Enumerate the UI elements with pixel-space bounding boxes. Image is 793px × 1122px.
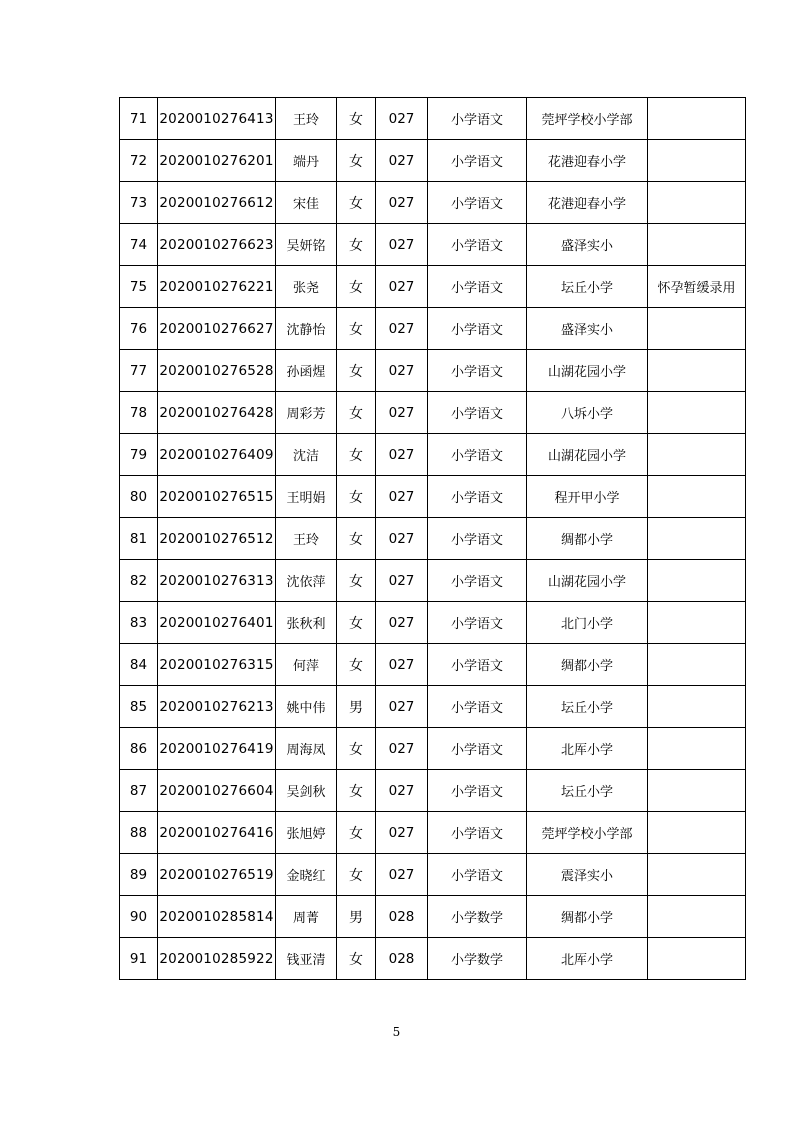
gender-cell: 女 [337,602,376,644]
exam-id-cell: 2020010276213 [158,686,276,728]
note-cell [648,140,746,182]
exam-id-cell: 2020010276413 [158,98,276,140]
note-cell [648,518,746,560]
gender-cell: 女 [337,98,376,140]
subject-cell: 小学语文 [428,350,527,392]
note-cell [648,224,746,266]
table-row [120,938,746,980]
table-row [120,560,746,602]
row-number-cell: 72 [120,140,158,182]
position-code-cell: 027 [376,728,428,770]
gender-cell: 女 [337,434,376,476]
person-name-cell: 沈洁 [276,434,337,476]
note-cell [648,644,746,686]
row-number-cell: 79 [120,434,158,476]
exam-id-cell: 2020010276519 [158,854,276,896]
school-cell: 山湖花园小学 [527,350,648,392]
table-row [120,98,746,140]
position-code-cell: 027 [376,392,428,434]
position-code-cell: 027 [376,434,428,476]
position-code-cell: 027 [376,854,428,896]
person-name-cell: 周海凤 [276,728,337,770]
person-name-cell: 孙函煋 [276,350,337,392]
note-cell: 怀孕暂缓录用 [648,266,746,308]
note-cell [648,182,746,224]
school-cell: 震泽实小 [527,854,648,896]
person-name-cell: 宋佳 [276,182,337,224]
table-row [120,392,746,434]
gender-cell: 女 [337,476,376,518]
row-number-cell: 85 [120,686,158,728]
subject-cell: 小学语文 [428,98,527,140]
person-name-cell: 钱亚清 [276,938,337,980]
subject-cell: 小学语文 [428,560,527,602]
table-row [120,728,746,770]
row-number-cell: 86 [120,728,158,770]
exam-id-cell: 2020010276419 [158,728,276,770]
gender-cell: 男 [337,686,376,728]
table-row [120,308,746,350]
subject-cell: 小学语文 [428,392,527,434]
exam-id-cell: 2020010276428 [158,392,276,434]
school-cell: 山湖花园小学 [527,560,648,602]
position-code-cell: 027 [376,140,428,182]
subject-cell: 小学语文 [428,224,527,266]
gender-cell: 女 [337,728,376,770]
table-row [120,476,746,518]
position-code-cell: 027 [376,770,428,812]
position-code-cell: 027 [376,686,428,728]
note-cell [648,476,746,518]
subject-cell: 小学数学 [428,896,527,938]
note-cell [648,350,746,392]
position-code-cell: 027 [376,182,428,224]
person-name-cell: 张秋利 [276,602,337,644]
position-code-cell: 027 [376,350,428,392]
table-row [120,602,746,644]
exam-id-cell: 2020010276315 [158,644,276,686]
school-cell: 程开甲小学 [527,476,648,518]
note-cell [648,308,746,350]
subject-cell: 小学语文 [428,770,527,812]
position-code-cell: 027 [376,308,428,350]
table-row [120,434,746,476]
row-number-cell: 74 [120,224,158,266]
subject-cell: 小学语文 [428,518,527,560]
person-name-cell: 张尧 [276,266,337,308]
table-row [120,182,746,224]
person-name-cell: 端丹 [276,140,337,182]
school-cell: 绸都小学 [527,518,648,560]
gender-cell: 女 [337,854,376,896]
school-cell: 八坼小学 [527,392,648,434]
subject-cell: 小学语文 [428,602,527,644]
table-row [120,644,746,686]
position-code-cell: 027 [376,518,428,560]
row-number-cell: 84 [120,644,158,686]
exam-id-cell: 2020010285922 [158,938,276,980]
school-cell: 花港迎春小学 [527,182,648,224]
position-code-cell: 028 [376,896,428,938]
person-name-cell: 王玲 [276,518,337,560]
table-row [120,686,746,728]
table-row [120,266,746,308]
position-code-cell: 027 [376,560,428,602]
exam-id-cell: 2020010276401 [158,602,276,644]
gender-cell: 女 [337,350,376,392]
table-row [120,350,746,392]
school-cell: 莞坪学校小学部 [527,98,648,140]
roster-table [119,97,746,980]
table-row [120,770,746,812]
table-row [120,140,746,182]
exam-id-cell: 2020010276627 [158,308,276,350]
note-cell [648,602,746,644]
row-number-cell: 81 [120,518,158,560]
note-cell [648,728,746,770]
position-code-cell: 027 [376,644,428,686]
person-name-cell: 王玲 [276,98,337,140]
school-cell: 山湖花园小学 [527,434,648,476]
page-number: 5 [392,1025,401,1039]
school-cell: 坛丘小学 [527,686,648,728]
school-cell: 绸都小学 [527,896,648,938]
gender-cell: 女 [337,518,376,560]
row-number-cell: 73 [120,182,158,224]
gender-cell: 女 [337,938,376,980]
subject-cell: 小学语文 [428,476,527,518]
person-name-cell: 何萍 [276,644,337,686]
subject-cell: 小学语文 [428,728,527,770]
subject-cell: 小学语文 [428,140,527,182]
subject-cell: 小学语文 [428,266,527,308]
exam-id-cell: 2020010276221 [158,266,276,308]
table-row [120,224,746,266]
person-name-cell: 吴妍铭 [276,224,337,266]
table-row [120,854,746,896]
row-number-cell: 91 [120,938,158,980]
position-code-cell: 027 [376,266,428,308]
table-row [120,812,746,854]
gender-cell: 女 [337,140,376,182]
person-name-cell: 张旭婷 [276,812,337,854]
person-name-cell: 姚中伟 [276,686,337,728]
gender-cell: 女 [337,392,376,434]
note-cell [648,896,746,938]
position-code-cell: 027 [376,224,428,266]
exam-id-cell: 2020010276515 [158,476,276,518]
row-number-cell: 76 [120,308,158,350]
position-code-cell: 028 [376,938,428,980]
note-cell [648,434,746,476]
note-cell [648,938,746,980]
note-cell [648,392,746,434]
table-row [120,896,746,938]
row-number-cell: 87 [120,770,158,812]
subject-cell: 小学语文 [428,644,527,686]
position-code-cell: 027 [376,602,428,644]
gender-cell: 男 [337,896,376,938]
exam-id-cell: 2020010276201 [158,140,276,182]
row-number-cell: 71 [120,98,158,140]
row-number-cell: 89 [120,854,158,896]
subject-cell: 小学语文 [428,854,527,896]
row-number-cell: 78 [120,392,158,434]
exam-id-cell: 2020010276528 [158,350,276,392]
note-cell [648,686,746,728]
person-name-cell: 沈依萍 [276,560,337,602]
row-number-cell: 82 [120,560,158,602]
exam-id-cell: 2020010276313 [158,560,276,602]
note-cell [648,98,746,140]
exam-id-cell: 2020010276604 [158,770,276,812]
school-cell: 北厍小学 [527,938,648,980]
row-number-cell: 75 [120,266,158,308]
person-name-cell: 周菁 [276,896,337,938]
school-cell: 盛泽实小 [527,224,648,266]
row-number-cell: 83 [120,602,158,644]
school-cell: 坛丘小学 [527,770,648,812]
subject-cell: 小学语文 [428,308,527,350]
row-number-cell: 90 [120,896,158,938]
exam-id-cell: 2020010276409 [158,434,276,476]
person-name-cell: 王明娟 [276,476,337,518]
subject-cell: 小学语文 [428,686,527,728]
school-cell: 坛丘小学 [527,266,648,308]
subject-cell: 小学语文 [428,434,527,476]
gender-cell: 女 [337,224,376,266]
exam-id-cell: 2020010276416 [158,812,276,854]
subject-cell: 小学数学 [428,938,527,980]
school-cell: 莞坪学校小学部 [527,812,648,854]
exam-id-cell: 2020010276623 [158,224,276,266]
school-cell: 绸都小学 [527,644,648,686]
person-name-cell: 吴剑秋 [276,770,337,812]
position-code-cell: 027 [376,98,428,140]
roster-body [120,98,746,980]
position-code-cell: 027 [376,476,428,518]
school-cell: 北门小学 [527,602,648,644]
school-cell: 盛泽实小 [527,308,648,350]
exam-id-cell: 2020010285814 [158,896,276,938]
gender-cell: 女 [337,770,376,812]
school-cell: 北厍小学 [527,728,648,770]
note-cell [648,770,746,812]
gender-cell: 女 [337,560,376,602]
note-cell [648,560,746,602]
person-name-cell: 金晓红 [276,854,337,896]
gender-cell: 女 [337,182,376,224]
note-cell [648,854,746,896]
row-number-cell: 77 [120,350,158,392]
gender-cell: 女 [337,812,376,854]
person-name-cell: 沈静怡 [276,308,337,350]
gender-cell: 女 [337,644,376,686]
position-code-cell: 027 [376,812,428,854]
gender-cell: 女 [337,308,376,350]
table-row [120,518,746,560]
person-name-cell: 周彩芳 [276,392,337,434]
row-number-cell: 88 [120,812,158,854]
school-cell: 花港迎春小学 [527,140,648,182]
subject-cell: 小学语文 [428,182,527,224]
exam-id-cell: 2020010276612 [158,182,276,224]
row-number-cell: 80 [120,476,158,518]
gender-cell: 女 [337,266,376,308]
subject-cell: 小学语文 [428,812,527,854]
note-cell [648,812,746,854]
exam-id-cell: 2020010276512 [158,518,276,560]
